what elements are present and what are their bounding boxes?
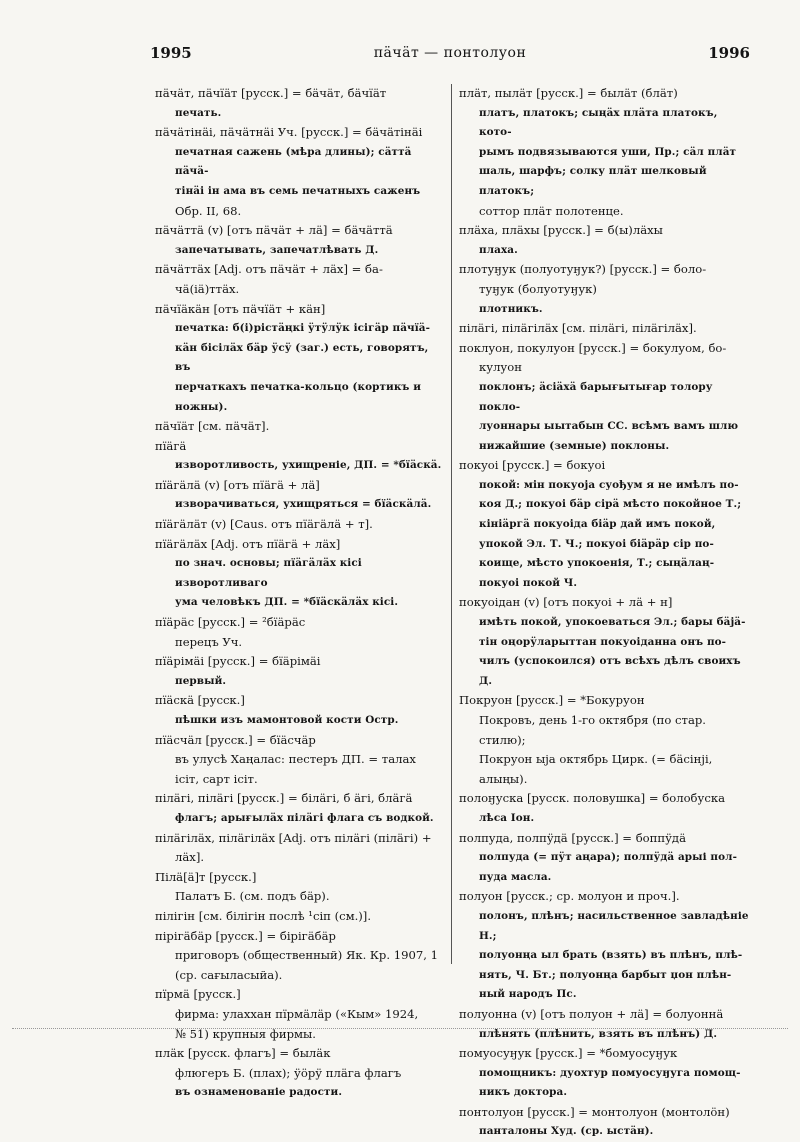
dictionary-definition-line: тiн оңорӱларыттан покуоiданна онъ по-	[479, 635, 727, 648]
page-number-right: 1996	[708, 44, 750, 62]
page-bottom-edge	[12, 1028, 788, 1029]
dictionary-headword-line: пäчäтiнäi, пäчäтнäi Уч. [русск.] = бäчäтiнäi	[155, 125, 423, 140]
dictionary-definition-line: плаха.	[479, 243, 518, 256]
dictionary-definition-line: чилъ (успокоился) отъ всѣхъ дѣлъ своихъ Д.	[479, 655, 741, 687]
dictionary-headword-line: плотуӈук (полуотуӈук?) [русск.] = боло-	[459, 262, 707, 277]
dictionary-definition-line: въ ознаменованіе радости.	[175, 1086, 343, 1099]
dictionary-definition-line: первый.	[175, 674, 227, 687]
dictionary-definition-line: покой: мiн покуоjа суођум я не имѣлъ по-	[479, 478, 739, 491]
dictionary-definition-line: имѣть покой, упокоеваться Эл.; бары бäjä-	[479, 616, 746, 629]
dictionary-definition-line: соттор плäт полотенце.	[479, 203, 624, 218]
dictionary-definition-line: лäх].	[175, 850, 205, 865]
dictionary-headword-line: пäчïäкäн [отъ пäчïäт + кäн]	[155, 301, 326, 316]
dictionary-headword-line: Покруон [русск.] = *Бокуруон	[459, 693, 645, 708]
dictionary-definition-line: iсiт, сарт iсiт.	[175, 771, 258, 786]
dictionary-headword-line: поклуон, покулуон [русск.] = бокулуом, бо-	[459, 340, 727, 355]
dictionary-definition-line: панталоны Худ. (ср. ыстäн).	[479, 1125, 654, 1138]
dictionary-definition-line: флагъ; арығылäх пiлäгi флага съ водкой.	[175, 811, 434, 824]
dictionary-headword-line: полуон [русск.; ср. молуон и проч.].	[459, 889, 680, 904]
dictionary-definition-line: плотникъ.	[479, 302, 543, 315]
dictionary-headword-line: пïäсчäл [русск.] = бïäсчäр	[155, 732, 316, 747]
dictionary-headword-line: покуоi [русск.] = бокуоi	[459, 458, 606, 473]
dictionary-definition-line: пѣшки изъ мамонтовой кости Остр.	[175, 714, 399, 726]
dictionary-definition-line: коище, мѣсто упокоенія, Т.; сыңäлаң-	[479, 557, 715, 570]
dictionary-definition-line: перецъ Уч.	[175, 634, 243, 649]
dictionary-headword-line: пïäрiмäi [русск.] = бïäрiмäi	[155, 654, 321, 669]
dictionary-definition-line: луоннары ыытабын СС. всѣмъ вамъ шлю	[479, 420, 739, 433]
dictionary-headword-line: полпуда, полпӱдä [русск.] = боппӱдä	[459, 830, 686, 845]
dictionary-definition-line: изворачиваться, ухищряться = бïäскäлä.	[175, 498, 432, 511]
dictionary-definition-line: платъ, платокъ; сыңäх плäта платокъ, кото-	[479, 106, 718, 139]
dictionary-definition-line: флюгеръ Б. (плах); ӱöрӱ плäга флагъ	[175, 1065, 402, 1080]
dictionary-headword-line: пiлäгi, пiлäгi [русск.] = бiлäгi, б äгi, блäгä	[155, 791, 413, 806]
dictionary-headword-line: пiрiгäбäр [русск.] = бiрiгäбäр	[155, 928, 336, 943]
dictionary-headword-line: пäчäт, пäчïäт [русск.] = бäчäт, бäчïäт	[155, 86, 387, 100]
dictionary-definition-line: кäн бiсiлäх бäр ӱсӱ (заг.) есть, говорятъ, въ	[175, 341, 429, 374]
dictionary-definition-line: печатка: б(i)рiстäңкi ӱтӱлӱк iсiгäр пäчïä-	[175, 322, 431, 335]
dictionary-headword-line: пïäгäлä (v) [отъ пïäгä + лä]	[155, 477, 320, 492]
dictionary-headword-line: Пiлä[ä]т [русск.]	[155, 869, 257, 884]
dictionary-headword-line: покуоiдан (v) [отъ покуоi + лä + н]	[459, 595, 673, 610]
dictionary-definition-line: лѣса Iон.	[479, 811, 535, 824]
dictionary-headword-line: плäха, плäхы [русск.] = б(ы)лäхы	[459, 223, 663, 238]
dictionary-definition-line: полпуда (= пӱт аңара); полпӱдä арыі пол-	[479, 851, 738, 864]
dictionary-definition-line: полонъ, плѣнъ; насильственное завладѣніе Н.;	[479, 909, 749, 942]
dictionary-definition-line: туӈук (болуотуӈук)	[479, 281, 597, 296]
dictionary-definition-line: печать.	[175, 106, 222, 119]
dictionary-definition-line: плѣнять (плѣнить, взять въ плѣнъ) Д.	[479, 1027, 718, 1040]
dictionary-headword-line: плäт, пылäт [русск.] = былäт (блäт)	[459, 86, 678, 100]
dictionary-definition-line: коя Д.; покуоi бäр сiрä мѣсто покойное Т.;	[479, 498, 742, 511]
left-column	[155, 84, 447, 1103]
dictionary-definition-line: кiнiäргä покуоiда бiäр дай имъ покой,	[479, 518, 716, 531]
dictionary-headword-line: пiлäгi, пiлäгiлäх [см. пiлäгi, пiлäгiлäх].	[459, 321, 697, 336]
dictionary-definition-line: ума человѣкъ ДП. = *бïäскäлäх кiсi.	[175, 596, 399, 609]
page-header	[150, 44, 750, 68]
dictionary-definition-line: изворотливость, ухищреніе, ДП. = *бïäскä.	[175, 459, 442, 472]
dictionary-definition-line: приговоръ (общественный) Як. Кр. 1907, 1	[175, 948, 438, 963]
dictionary-headword-line: пäчäттä (v) [отъ пäчäт + лä] = бäчäттä	[155, 223, 393, 238]
dictionary-definition-line: никъ доктора.	[479, 1086, 568, 1099]
right-column	[459, 84, 751, 1142]
dictionary-definition-line: упокой Эл. Т. Ч.; покуоi бiäрäр сiр по-	[479, 537, 714, 550]
dictionary-definition-line: Покровъ, день 1-го октября (по стар. стилю);	[479, 713, 706, 747]
dictionary-headword-line: пïäгäлäх [Adj. отъ пïäгä + лäх]	[155, 536, 341, 551]
dictionary-definition-line: ный народъ Пс.	[479, 988, 577, 1001]
dictionary-definition-line: полуонңа ыл брать (взять) въ плѣнъ, плѣ-	[479, 949, 743, 962]
dictionary-definition-line: печатная сажень (мѣра длины); сäттä пäчä-	[175, 145, 412, 178]
dictionary-definition-line: кулуон	[479, 360, 522, 375]
page-number-left: 1995	[150, 44, 192, 62]
dictionary-headword-line: плäк [русск. флагъ] = былäк	[155, 1046, 331, 1061]
dictionary-headword-line: помуосуӈук [русск.] = *бомуосуӈук	[459, 1046, 678, 1061]
dictionary-definition-line: Обр. II, 68.	[175, 203, 242, 218]
dictionary-headword-line: пïäрäс [русск.] = ²бïäрäс	[155, 615, 306, 630]
dictionary-definition-line: помощникъ: дуохтур помуосуӈуга помощ-	[479, 1066, 741, 1079]
dictionary-headword-line: понтолуон [русск.] = монтолуон (монтолöн)	[459, 1104, 730, 1119]
dictionary-definition-line: чä(iä)ттäх.	[175, 281, 240, 296]
dictionary-definition-line: по знач. основы; пïäгäлäх кiсi изворотливаго	[175, 557, 362, 589]
dictionary-headword-line: пiлiгiн [см. бiлiгiн послѣ ¹сiп (см.)].	[155, 908, 372, 923]
dictionary-definition-line: рымъ подвязываются уши, Пр.; сäл плäт	[479, 145, 737, 158]
dictionary-definition-line: фирма: улаххан пïрмäлäр («Кым» 1924,	[175, 1006, 419, 1021]
dictionary-headword-line: пäчïäт [см. пäчäт].	[155, 419, 270, 434]
dictionary-definition-line: покуоi покой Ч.	[479, 576, 578, 589]
dictionary-definition-line: (ср. сағыласыйа).	[175, 967, 283, 982]
dictionary-definition-line: въ улусѣ Хаңалас: пестеръ ДП. = талах	[175, 752, 416, 767]
dictionary-definition-line: нижайшие (земные) поклоны.	[479, 439, 670, 452]
dictionary-definition-line: пуда масла.	[479, 870, 552, 883]
dictionary-definition-line: перчаткахъ печатка-кольцо (кортикъ и ножны).	[175, 380, 422, 413]
dictionary-headword-line: пïäгä	[155, 438, 187, 453]
dictionary-headword-line: полоӈуска [русск. половушка] = болобуска	[459, 791, 726, 806]
dictionary-headword-line: пiлäгiлäх, пiлäгiлäх [Adj. отъ пiлäгi (пiлäгi) +	[155, 830, 432, 845]
dictionary-headword-line: пïрмä [русск.]	[155, 987, 241, 1002]
dictionary-headword-line: пäчäттäх [Adj. отъ пäчäт + лäх] = ба-	[155, 262, 383, 277]
dictionary-headword-line: пïäскä [русск.]	[155, 693, 245, 708]
dictionary-definition-line: № 51) крупныя фирмы.	[175, 1026, 316, 1041]
dictionary-definition-line: Покруон ыjа октябрь Цирк. (= бäсiнji,	[479, 752, 713, 767]
dictionary-headword-line: пïäгäлäт (v) [Caus. отъ пïäгäлä + т].	[155, 517, 373, 532]
dictionary-definition-line: нять, Ч. Бт.; полуонңа барбыт џон плѣн-	[479, 968, 732, 981]
dictionary-headword-line: полуонна (v) [отъ полуон + лä] = болуоннä	[459, 1006, 724, 1021]
running-head: пäчäт — понтолуон	[373, 45, 527, 61]
dictionary-definition-line: запечатывать, запечатлѣвать Д.	[175, 243, 379, 256]
dictionary-definition-line: алыңы).	[479, 771, 528, 786]
dictionary-definition-line: Палатъ Б. (см. подъ бäр).	[175, 889, 330, 904]
column-divider	[451, 84, 452, 964]
dictionary-definition-line: поклонъ; äсiäхä барығытығар толору покло-	[479, 380, 713, 413]
dictionary-definition-line: шаль, шарфъ; солку плäт шелковый платокъ;	[479, 165, 707, 197]
dictionary-definition-line: тiнäi iн ама въ семь печатныхъ саженъ	[175, 184, 421, 197]
